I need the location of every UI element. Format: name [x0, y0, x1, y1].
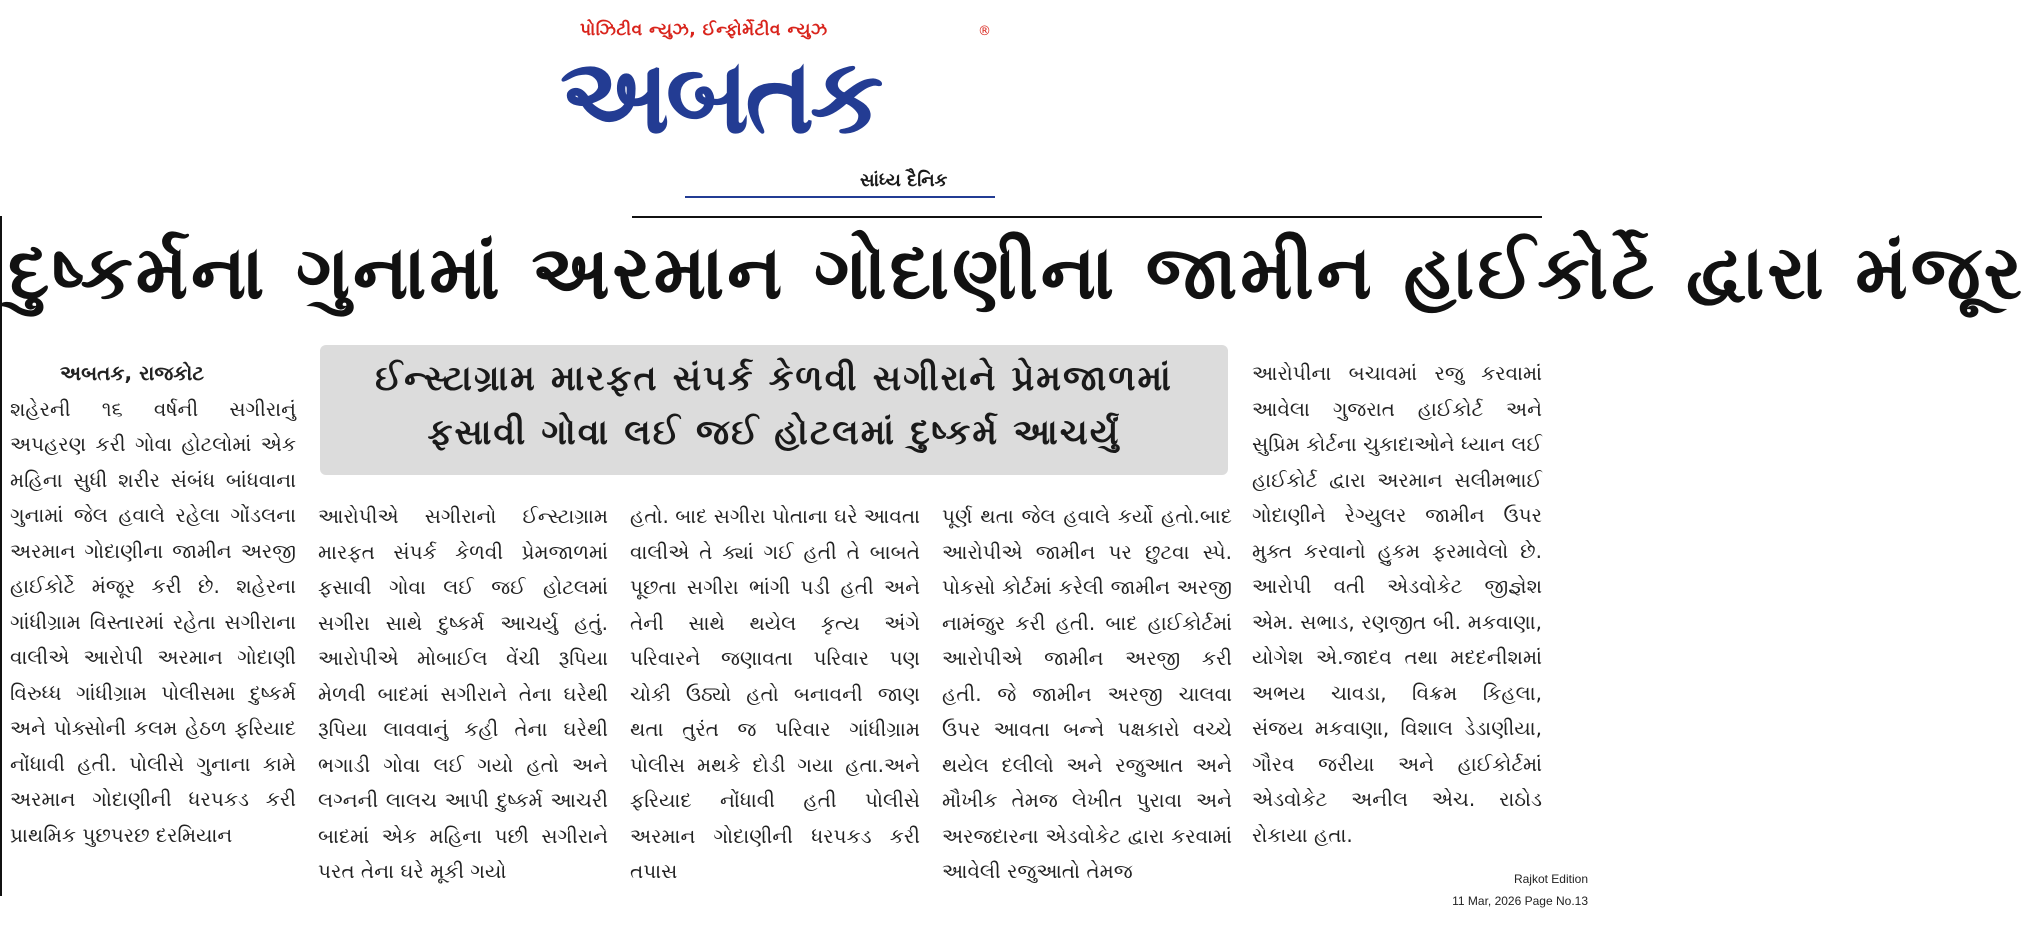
newspaper-logo: અબતક	[560, 35, 880, 157]
article-column-4: પૂર્ણ થતા જેલ હવાલે કર્યો હતો.બાદ આરોપીએ જામીન પર છુટવા સ્પે. પોકસો કોર્ટમાં કરેલી જામીન અરજી નામંજુર કરી હતી. બાદ હાઈકોર્ટમાં આરોપીએ જામીન અરજી કરી હતી. જે જામીન અરજી ચાલવા ઉપર આવતા બન્ને પક્ષકારો વચ્ચે થયેલ દલીલો અને રજુઆત અને મૌખીક તેમજ લેખીત પુરાવા અને અરજદારના એડવોકેટ દ્વારા કરવામાં આવેલી રજુઆતો તેમજ	[942, 504, 1232, 883]
masthead	[560, 10, 1010, 200]
column-1-text: શહેરની ૧૬ વર્ષની સગીરાનું અપહરણ કરી ગોવા હોટલોમાં એક મહિના સુધી શરીર સંબંધ બાંધવાના ગુનામાં જેલ હવાલે રહેલા ગોંડલના અરમાન ગોદાણીના જામીન અરજી હાઈકોર્ટે મંજૂર કરી છે. શહેરના ગાંધીગ્રામ વિસ્તારમાં રહેતા સગીરાના વાલીએ આરોપી અરમાન ગોદાણી વિરુધ્ધ ગાંધીગ્રામ પોલીસમા દુષ્કર્મ અને પોક્સોની કલમ હેઠળ ફરિયાદ નોંધાવી હતી. પોલીસે ગુનાના કામે અરમાન ગોદાણીની ધરપકડ કરી પ્રાથમિક પુછપરછ દરમિયાન	[10, 396, 296, 847]
article-column-5: આરોપીના બચાવમાં રજુ કરવામાં આવેલા ગુજરાત હાઈકોર્ટ અને સુપ્રિમ કોર્ટના ચુકાદાઓને ધ્યાન લઈ હાઈકોર્ટ દ્વારા અરમાન સલીમભાઈ ગોદાણીને રેગ્યુલર જામીન ઉપર મુક્ત કરવાનો હુકમ ફરમાવેલો છે. આરોપી વતી એડવોકેટ જીજ્ઞેશ એમ. સભાડ, રણજીત બી. મકવાણા, યોગેશ એ.જાદવ તથા મદદનીશમાં અભય ચાવડા, વિક્રમ કિહલા, સંજય મકવાણા, વિશાલ ડેડાણીયા, ગૌરવ જરીયા અને હાઈકોર્ટમાં એડવોકેટ અનીલ એચ. રાઠોડ રોકાયા હતા.	[1252, 361, 1542, 847]
edition-type: સાંધ્ય દૈનિક	[860, 170, 948, 191]
dateline: અબતક, રાજકોટ	[60, 361, 205, 385]
subheadline-line-1: ઈન્સ્ટાગ્રામ મારફત સંપર્ક કેળવી સગીરાને પ્રેમજાળમાં	[375, 359, 1173, 399]
article-column-1	[10, 356, 296, 853]
registered-mark: ®	[978, 24, 991, 39]
top-divider	[632, 216, 1542, 218]
subheadline-line-2: ફસાવી ગોવા લઈ જઈ હોટલમાં દુષ્કર્મ આચર્યું	[427, 413, 1121, 453]
date-page-label: 11 Mar, 2026 Page No.13	[1452, 894, 1588, 908]
page-footer	[1452, 868, 1588, 912]
masthead-rule	[685, 196, 995, 198]
left-divider	[0, 216, 2, 896]
article-headline: દુષ્કર્મના ગુનામાં અરમાન ગોદાણીના જામીન હાઈકોર્ટે દ્વારા મંજૂર	[8, 230, 2025, 316]
edition-label: Rajkot Edition	[1513, 872, 1588, 886]
subheadline-box	[320, 345, 1228, 475]
article-column-2: આરોપીએ સગીરાનો ઈન્સ્ટાગ્રામ મારફત સંપર્ક કેળવી પ્રેમજાળમાં ફસાવી ગોવા લઈ જઈ હોટલમાં સગીરા સાથે દુષ્કર્મ આચર્યુ હતું. આરોપીએ મોબાઈલ વેંચી રૂપિયા મેળવી બાદમાં સગીરાને તેના ઘરેથી રૂપિયા લાવવાનું કહી તેના ઘરેથી ભગાડી ગોવા લઈ ગયો હતો અને લગ્નની લાલચ આપી દુષ્કર્મ આચરી બાદમાં એક મહિના પછી સગીરાને પરત તેના ઘરે મૂકી ગયો	[318, 504, 608, 883]
masthead-tagline: પોઝિટીવ ન્યુઝ, ઈન્ફોર્મેટીવ ન્યુઝ	[580, 20, 828, 40]
article-column-3: હતો. બાદ સગીરા પોતાના ઘરે આવતા વાલીએ તે ક્યાં ગઈ હતી તે બાબતે પૂછતા સગીરા ભાંગી પડી હતી અને તેની સાથે થયેલ કૃત્ય અંગે પરિવારને જણાવતા પરિવાર પણ ચોકી ઉઠ્યો હતો બનાવની જાણ થતા તુરંત જ પરિવાર ગાંધીગ્રામ પોલીસ મથકે દોડી ગયા હતા.અને ફરિયાદ નોંધાવી હતી પોલીસે અરમાન ગોદાણીની ધરપકડ કરી તપાસ	[630, 504, 920, 883]
